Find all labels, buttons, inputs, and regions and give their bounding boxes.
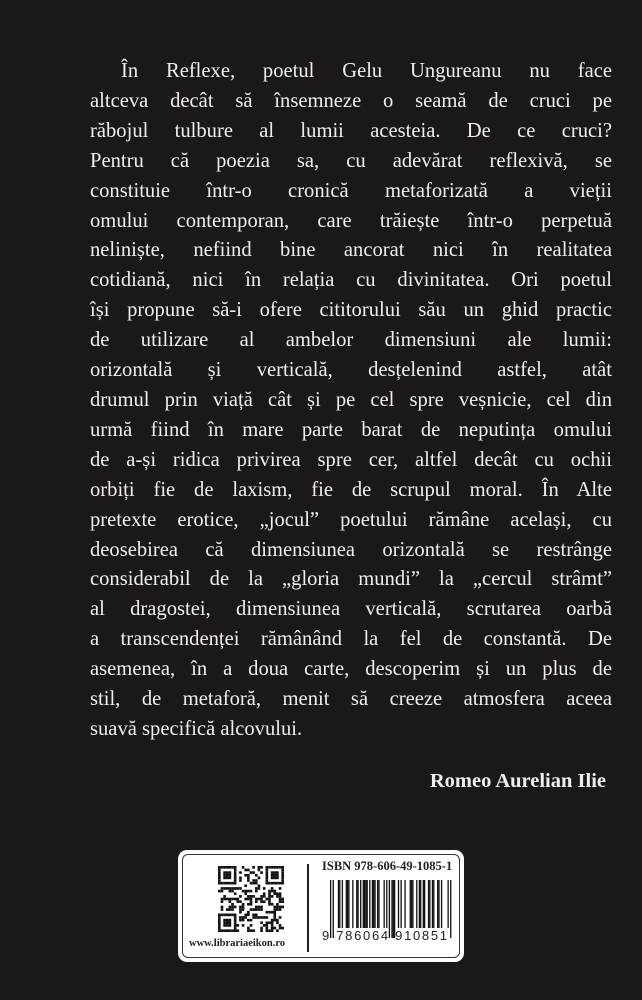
blurb-line: al dragostei, dimensiunea verticală, scrutarea oarbă [90, 598, 612, 621]
blurb-line: orizontală și verticală, desțelenind astfel, atât [90, 359, 612, 382]
blurb-line: urmă fiind în mare parte barat de neputința omului [90, 418, 612, 441]
barcode-digits: 9 786064 910851 [322, 928, 449, 943]
codebox-divider [307, 864, 309, 952]
blurb-line: de utilizare al ambelor dimensiuni ale lumii: [90, 329, 612, 352]
back-cover-blurb [90, 57, 612, 745]
blurb-line: omului contemporan, care trăiește într-o perpetuă [90, 209, 612, 232]
blurb-line: de a-și ridica privirea spre cer, altfel decât cu ochii [90, 448, 612, 471]
blurb-line: Pentru că poezia sa, cu adevărat reflexivă, se [90, 149, 612, 172]
blurb-line: suavă specifică alcovului. [90, 717, 303, 740]
blurb-line: neliniște, nefiind bine ancorat nici în realitatea [90, 239, 612, 262]
blurb-line: drumul prin viață cât și pe cel spre veșnicie, cel din [90, 388, 612, 411]
blurb-author: Romeo Aurelian Ilie [429, 770, 606, 792]
blurb-line: stil, de metaforă, menit să creeze atmosfera aceea [90, 688, 612, 711]
blurb-line: cotidiană, nici în relația cu divinitatea. Ori poetul [90, 269, 612, 292]
blurb-line: orbiți fie de laxism, fie de scrupul moral. În Alte [90, 478, 612, 501]
isbn-barcode-box [178, 850, 464, 962]
blurb-line: constituie într-o cronică metaforizată a vieții [90, 179, 612, 202]
isbn-label: ISBN 978-606-49-1085-1 [322, 859, 453, 873]
blurb-line: pretexte erotice, „jocul” poetului rămâne același, cu [90, 508, 612, 531]
blurb-line: altceva decât să însemneze o seamă de cruci pe [90, 89, 612, 112]
blurb-line: răbojul tulbure al lumii acesteia. De ce cruci? [90, 119, 612, 142]
blurb-line: deosebirea că dimensiunea orizontală se restrânge [90, 538, 612, 561]
blurb-line: a transcendenței rămânând la fel de constantă. De [90, 628, 612, 651]
blurb-line: asemenea, în a doua carte, descoperim și un plus de [90, 658, 612, 681]
qr-code-icon [218, 866, 284, 932]
blurb-line: În Reflexe, poetul Gelu Ungureanu nu face [121, 60, 612, 82]
blurb-line: considerabil de la „gloria mundi” la „cercul strâmt” [90, 568, 612, 591]
publisher-website: www.librariaeikon.ro [189, 938, 286, 949]
blurb-line: își propune să-i ofere cititorului său un ghid practic [90, 299, 612, 322]
